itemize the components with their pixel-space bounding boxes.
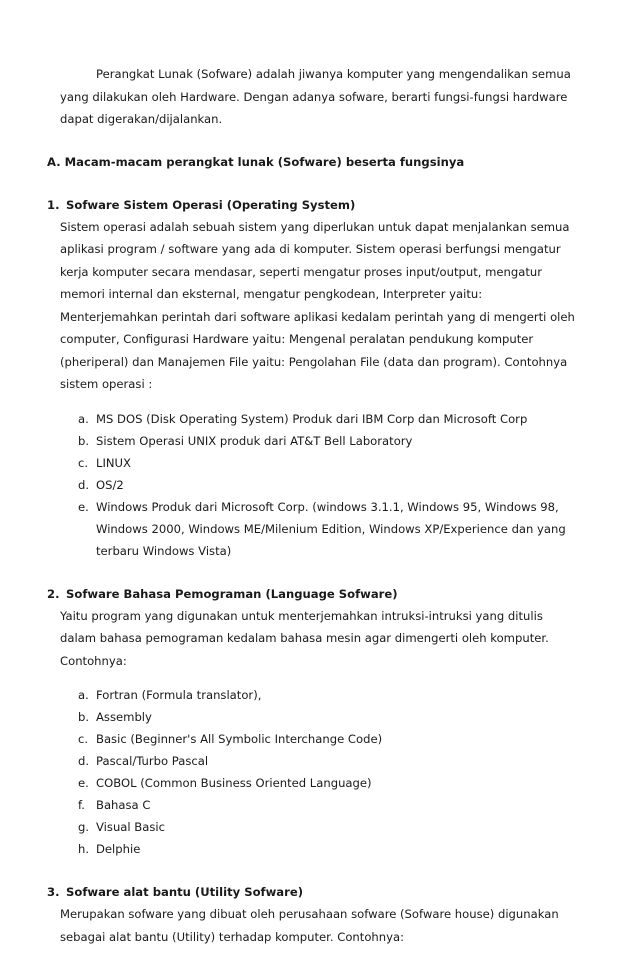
list-item-text: COBOL (Common Business Oriented Language): [96, 776, 372, 790]
list-marker: c.: [78, 455, 89, 470]
list-item-text: Visual Basic: [96, 820, 165, 834]
section-title: [47, 583, 576, 605]
section-number: 2.: [47, 586, 60, 601]
section-title-text: Sofware Sistem Operasi (Operating System): [66, 197, 356, 212]
list-item-text: Bahasa C: [96, 798, 151, 812]
list-item-text: Delphie: [96, 842, 141, 856]
list-item-text: LINUX: [96, 455, 131, 470]
list-item: [78, 684, 576, 706]
list-marker: e.: [78, 499, 89, 514]
section-1: [47, 194, 576, 562]
section-2: [47, 583, 576, 861]
section-title-text: Sofware alat bantu (Utility Sofware): [66, 885, 304, 899]
list-marker: c.: [78, 732, 89, 746]
list-item: [78, 706, 576, 728]
section-body: Yaitu program yang digunakan untuk menterjemahkan intruksi-intruksi yang ditulis dalam bahasa pemograman kedalam bahasa mesin agar dimengerti oleh komputer. Contohnya:: [60, 608, 549, 668]
list-item-text: MS DOS (Disk Operating System) Produk dari IBM Corp dan Microsoft Corp: [96, 411, 528, 426]
intro-paragraph: [60, 63, 576, 131]
section-number: 1.: [47, 197, 60, 212]
example-list: [60, 684, 576, 860]
section-title: [47, 194, 576, 216]
heading-a: A. Macam-macam perangkat lunak (Sofware) beserta fungsinya: [47, 154, 465, 169]
section-body: Sistem operasi adalah sebuah sistem yang diperlukan untuk dapat menjalankan semua aplikasi program / software yang ada di komputer. Sistem operasi berfungsi mengatur kerja komputer secara mendasar, seperti mengatur proses input/output, mengatur memori internal dan eksternal, mengatur pengkodean, Interpreter yaitu: Menterjemahkan perintah dari software aplikasi kedalam perintah yang di mengerti oleh computer, Configurasi Hardware yaitu: Mengenal peralatan pendukung komputer (pheriperal) dan Manajemen File yaitu: Pengolahan File (data dan program). Contohnya sistem operasi :: [60, 219, 575, 391]
section-number: 3.: [47, 885, 60, 899]
section-title: [47, 881, 576, 903]
list-marker: f.: [78, 798, 85, 812]
list-marker: g.: [78, 820, 90, 834]
list-item: [78, 474, 576, 496]
intro-text: Perangkat Lunak (Sofware) adalah jiwanya komputer yang mengendalikan semua yang dilakukan oleh Hardware. Dengan adanya sofware, berarti fungsi-fungsi hardware dapat digerakan/dijalankan.: [60, 67, 571, 126]
list-item: [78, 794, 576, 816]
list-item-text: Basic (Beginner's All Symbolic Interchange Code): [96, 732, 383, 746]
list-marker: e.: [78, 776, 89, 790]
example-list: [60, 408, 576, 562]
list-item: [78, 408, 576, 430]
list-item-text: Sistem Operasi UNIX produk dari AT&T Bell Laboratory: [96, 433, 413, 448]
list-marker: b.: [78, 433, 90, 448]
list-item: [78, 728, 576, 750]
list-item: [78, 838, 576, 860]
list-item-text: Windows Produk dari Microsoft Corp. (windows 3.1.1, Windows 95, Windows 98, Windows 2000, Windows ME/Milenium Edition, Windows XP/Experience dan yang terbaru Windows Vista): [96, 499, 566, 558]
list-item-text: Pascal/Turbo Pascal: [96, 754, 209, 768]
list-marker: d.: [78, 754, 90, 768]
list-marker: b.: [78, 710, 90, 724]
list-item: [78, 496, 576, 562]
list-marker: a.: [78, 411, 89, 426]
list-item-text: Assembly: [96, 710, 152, 724]
section-title-text: Sofware Bahasa Pemograman (Language Sofware): [66, 586, 398, 601]
section-3: [47, 881, 576, 948]
list-item-text: Fortran (Formula translator),: [96, 688, 262, 702]
list-item: [78, 452, 576, 474]
list-marker: h.: [78, 842, 90, 856]
list-item: [78, 750, 576, 772]
section-body: Merupakan sofware yang dibuat oleh perusahaan sofware (Sofware house) digunakan sebagai alat bantu (Utility) terhadap komputer. Contohnya:: [60, 907, 559, 944]
list-item: [78, 816, 576, 838]
list-marker: a.: [78, 688, 89, 702]
list-item-text: OS/2: [96, 477, 124, 492]
list-marker: d.: [78, 477, 90, 492]
list-item: [78, 772, 576, 794]
list-item: [78, 430, 576, 452]
